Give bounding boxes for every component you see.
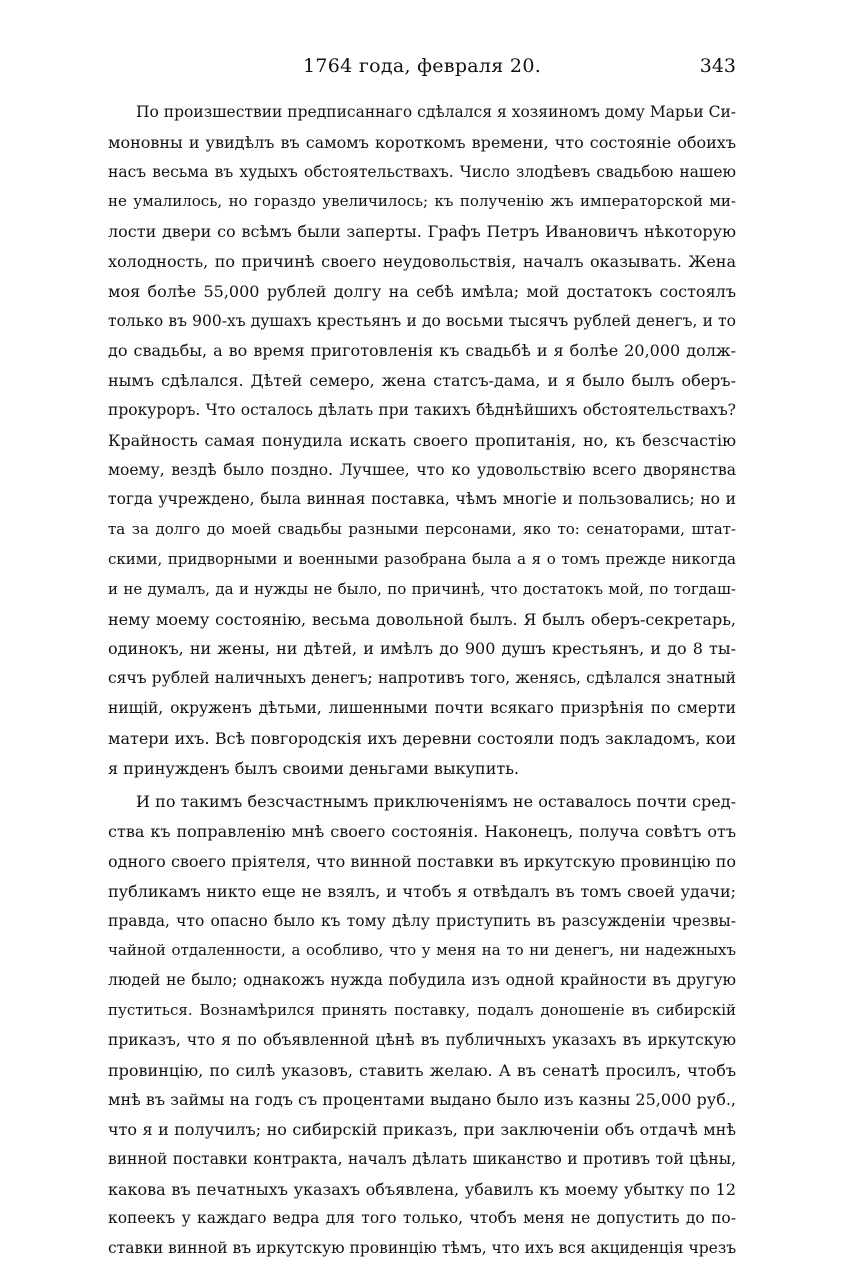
text-line: нымъ сдѣлался. Дѣтей семеро, жена статсъ-дама, и я было былъ оберъ- [108, 371, 736, 391]
text-line: публикамъ никто еще не взялъ, и чтобъ я отвѣдалъ въ томъ своей удачи; [108, 881, 736, 901]
text-line: копеекъ у каждаго ведра для того только, чтобъ меня не допустить до по- [108, 1209, 736, 1228]
text-line: прокуроръ. Что осталось дѣлать при такихъ бѣднѣйшихъ обстоятельствахъ? [108, 400, 736, 419]
text-line: холодность, по причинѣ своего неудовольствія, началъ оказывать. Жена [108, 251, 736, 271]
text-line: что я и получилъ; но сибирскій приказъ, при заключеніи объ отдачѣ мнѣ [108, 1120, 736, 1140]
paragraph-2 [108, 787, 736, 1264]
text-line: нищій, окруженъ дѣтьми, лишенными почти всякаго призрѣнія по смерти [108, 698, 736, 717]
text-line: пуститься. Вознамѣрился принять поставку, подалъ доношеніе въ сибирскій [108, 1000, 736, 1019]
text-line: та за долго до моей свадьбы разными персонами, яко то: сенаторами, штат- [108, 520, 736, 539]
text-line: и не думалъ, да и нужды не было, по причинѣ, что достатокъ мой, по тогдаш- [108, 579, 736, 598]
text-line: провинцію, по силѣ указовъ, ставить желаю. А въ сенатѣ просилъ, чтобъ [108, 1060, 736, 1080]
text-line: не умалилось, но гораздо увеличилось; къ полученію жъ императорской ми- [108, 192, 736, 211]
body-text [108, 98, 736, 1264]
text-line: правда, что опасно было къ тому дѣлу приступить въ разсужденіи чрезвы- [108, 911, 736, 930]
text-line: По произшествии предписаннаго сдѣлался я хозяиномъ дому Марьи Си- [136, 103, 736, 121]
text-line: моему, вездѣ было поздно. Лучшее, что ко удовольствію всего дворянства [108, 460, 736, 479]
text-line: только въ 900-хъ душахъ крестьянъ и до восьми тысячъ рублей денегъ, и то [108, 311, 736, 330]
text-line: ства къ поправленію мнѣ своего состоянія. Наконецъ, получа совѣтъ отъ [108, 822, 736, 842]
text-line: И по такимъ безсчастнымъ приключеніямъ не оставалось почти сред- [136, 792, 736, 812]
text-line: сячъ рублей наличныхъ денегъ; напротивъ того, женясь, сдѣлался знатный [108, 669, 736, 688]
text-line: моя болѣе 55,000 рублей долгу на себѣ имѣла; мой достатокъ состоялъ [108, 281, 736, 301]
text-line: Крайность самая понудила искать своего пропитанія, но, къ безсчастію [108, 430, 736, 450]
text-line: до свадьбы, а во время приготовленія къ свадьбѣ и я болѣе 20,000 долж- [108, 341, 736, 361]
paragraph-1 [108, 98, 736, 783]
page-number: 343 [699, 55, 736, 77]
text-line: людей не было; однакожъ нужда побудила изъ одной крайности въ другую [108, 971, 736, 990]
text-line: одинокъ, ни жены, ни дѣтей, и имѣлъ до 900 душъ крестьянъ, и до 8 ты- [108, 639, 736, 659]
text-line: скими, придворными и военными разобрана была а я о томъ прежде никогда [108, 549, 736, 568]
text-line: какова въ печатныхъ указахъ объявлена, убавилъ къ моему убытку по 12 [108, 1179, 736, 1199]
text-line: винной поставки контракта, началъ дѣлать шиканство и противъ той цѣны, [108, 1149, 736, 1168]
text-line: мнѣ въ займы на годъ съ процентами выдано было изъ казны 25,000 руб., [108, 1090, 736, 1110]
text-line: ставки винной въ иркутскую провинцію тѣмъ, что ихъ вся акциденція чрезъ [108, 1239, 736, 1258]
text-line: тогда учреждено, была винная поставка, чѣмъ многіе и пользовались; но и [108, 490, 736, 509]
running-header [108, 55, 736, 85]
text-line: нему моему состоянію, весьма довольной былъ. Я былъ оберъ-секретарь, [108, 609, 736, 629]
text-line: приказъ, что я по объявленной цѣнѣ въ публичныхъ указахъ въ иркутскую [108, 1030, 736, 1049]
text-line: насъ весьма въ худыхъ обстоятельствахъ. Число злодѣевъ свадьбою нашею [108, 162, 736, 181]
header-title: 1764 года, февраля 20. [302, 55, 542, 77]
text-line: одного своего пріятеля, что винной поставки въ иркутскую провинцію по [108, 851, 736, 871]
text-line: я принужденъ былъ своими деньгами выкупить. [108, 758, 519, 778]
text-line: моновны и увидѣлъ въ самомъ короткомъ времени, что состояніе обоихъ [108, 132, 736, 152]
text-line: матери ихъ. Всѣ повгородскія ихъ деревни состояли подъ закладомъ, кои [108, 728, 736, 748]
text-line: чайной отдаленности, а особливо, что у меня на то ни денегъ, ни надежныхъ [108, 941, 736, 960]
text-line: лости двери со всѣмъ были заперты. Графъ Петръ Ивановичъ нѣкоторую [108, 222, 736, 242]
